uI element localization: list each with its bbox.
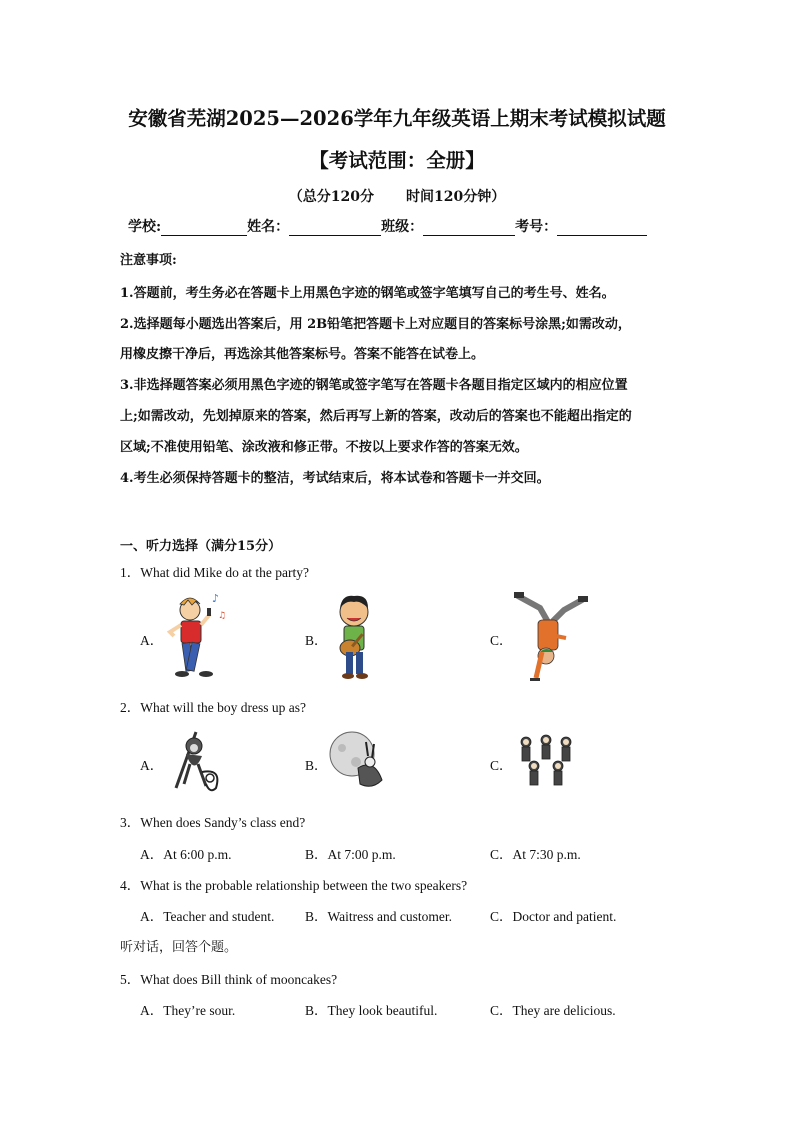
q2-option-a-label[interactable]: A． xyxy=(140,758,164,773)
singing-boy-icon xyxy=(162,592,230,684)
exam-no-label: 考号： xyxy=(515,219,558,235)
student-info-fields xyxy=(128,216,647,236)
q4-option-b[interactable]: B．Waitress and customer. xyxy=(305,909,453,924)
q2-option-c-label[interactable]: C． xyxy=(490,758,513,773)
school-blank[interactable] xyxy=(161,221,247,236)
monkey-king-icon xyxy=(166,728,226,794)
score-time-line xyxy=(0,186,794,206)
q4-option-c[interactable]: C．Doctor and patient. xyxy=(490,909,617,924)
q4-option-a[interactable]: A．Teacher and student. xyxy=(140,909,275,924)
exam-title: 安徽省芜湖2025—2026学年九年级英语上期末考试模拟试题 xyxy=(128,107,666,130)
note-line: 1.答题前，考生务必在答题卡上用黑色字迹的钢笔或签字笔填写自己的考生号、姓名。 xyxy=(120,286,615,301)
q5-option-a[interactable]: A．They’re sour. xyxy=(140,1003,236,1018)
group-costume-icon xyxy=(516,732,578,794)
name-label: 姓名： xyxy=(247,219,290,235)
listening-instruction: 听对话，回答个题。 xyxy=(120,940,238,955)
note-line: 区域;不准使用铅笔、涂改液和修正带。不按以上要求作答的答案无效。 xyxy=(120,440,528,455)
class-blank[interactable] xyxy=(423,221,515,236)
breakdancer-icon xyxy=(512,592,588,684)
duration: 时间120分钟） xyxy=(406,189,506,205)
class-label: 班级： xyxy=(381,219,424,235)
total-score: （总分120分 xyxy=(288,189,374,205)
svg-text:♪: ♪ xyxy=(212,592,220,605)
q5-option-c[interactable]: C．They are delicious. xyxy=(490,1003,616,1018)
moon-rabbit-icon xyxy=(328,728,388,794)
q1-option-c-label[interactable]: C． xyxy=(490,633,513,648)
q3-option-a[interactable]: A．At 6:00 p.m. xyxy=(140,847,232,862)
question-4-stem: 4．What is the probable relationship between the two speakers? xyxy=(120,878,468,893)
q3-option-c[interactable]: C．At 7:30 p.m. xyxy=(490,847,581,862)
q5-option-b[interactable]: B．They look beautiful. xyxy=(305,1003,438,1018)
note-line: 用橡皮擦干净后，再选涂其他答案标号。答案不能答在试卷上。 xyxy=(120,347,485,362)
notes-heading: 注意事项: xyxy=(120,253,177,268)
name-blank[interactable] xyxy=(289,221,381,236)
exam-no-blank[interactable] xyxy=(557,221,647,236)
note-line: 4.考生必须保持答题卡的整洁，考试结束后，将本试卷和答题卡一并交回。 xyxy=(120,471,550,486)
question-3-stem: 3．When does Sandy’s class end? xyxy=(120,815,306,830)
question-2-stem: 2．What will the boy dress up as? xyxy=(120,700,306,715)
note-line: 2.选择题每小题选出答案后，用 2B铅笔把答题卡上对应题目的答案标号涂黑;如需改动， xyxy=(120,317,631,332)
note-line: 3.非选择题答案必须用黑色字迹的钢笔或签字笔写在答题卡各题目指定区域内的相应位置 xyxy=(120,378,628,393)
note-line: 上;如需改动，先划掉原来的答案，然后再写上新的答案，改动后的答案也不能超出指定的 xyxy=(120,409,632,424)
guitar-boy-icon xyxy=(330,592,378,684)
exam-scope: 【考试范围：全册】 xyxy=(309,149,485,172)
svg-text:♫: ♫ xyxy=(218,611,227,621)
q3-option-b[interactable]: B．At 7:00 p.m. xyxy=(305,847,396,862)
q1-option-b-label[interactable]: B． xyxy=(305,633,328,648)
question-5-stem: 5．What does Bill think of mooncakes? xyxy=(120,972,338,987)
q1-option-a-label[interactable]: A． xyxy=(140,633,164,648)
school-label: 学校: xyxy=(128,219,162,235)
section-title: 一、听力选择（满分15分） xyxy=(120,539,282,554)
q2-option-b-label[interactable]: B． xyxy=(305,758,328,773)
question-1-stem: 1．What did Mike do at the party? xyxy=(120,565,309,580)
